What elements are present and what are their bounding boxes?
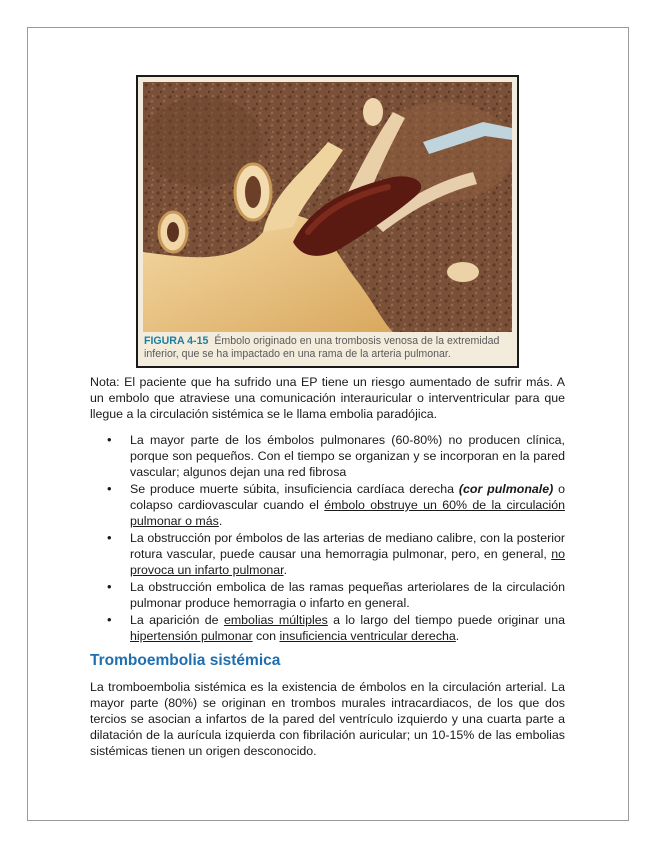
bullet-5-pre: La aparición de <box>130 613 224 627</box>
bullet-item-2 <box>130 481 565 529</box>
bullet-item-4: • La obstrucción embolica de las ramas pequeñas arteriolares de la circulación pulmonar produce hemorragia o infarto en general. <box>130 579 565 611</box>
bullet-item-3 <box>130 530 565 578</box>
bullet-2-underlined: émbolo obstruye un 60% de la circulación pulmonar o más <box>130 498 565 528</box>
figure <box>136 75 519 368</box>
figure-caption <box>144 335 512 361</box>
bullet-3-pre: La obstrucción por émbolos de las arterias de mediano calibre, con la posterior rotura vascular, puede causar una hemorragia pulmonar, pero, en general, <box>130 531 565 561</box>
cor-pulmonale-term: (cor pulmonale) <box>458 482 554 496</box>
bullet-5-mid1: a lo largo del tiempo puede originar una <box>327 613 565 627</box>
bullet-2-post: . <box>218 514 223 528</box>
note-paragraph: Nota: El paciente que ha sufrido una EP tiene un riesgo aumentado de sufrir más. A un embolo que atraviese una comunicación interauricular o interventricular para que llegue a la circulación sistémica se le llama embolia paradójica. <box>90 375 565 421</box>
bullet-list <box>90 432 565 644</box>
bullet-5-post: . <box>455 629 460 643</box>
document-body <box>90 374 565 759</box>
section-heading: Tromboembolia sistémica <box>90 652 281 669</box>
section-paragraph: La tromboembolia sistémica es la existencia de émbolos en la circulación arterial. La mayor parte (80%) se originan en trombos murales intracardiacos, de los que dos tercios se asocian a infartos de la pared del ventrículo izquierdo y una cuarta parte a dilatación de la aurícula izquierda con fibrilación auricular; un 10-15% de las embolias sistémicas tienen un origen desconocido. <box>90 680 565 758</box>
bullet-2-mid: o colapso cardiovascular cuando el <box>130 482 566 512</box>
bullet-item-1: • La mayor parte de los émbolos pulmonares (60-80%) no producen clínica, porque son pequeños. Con el tiempo se organizan y se incorporan en la pared vascular; algunos dejan una red fibrosa <box>130 432 565 480</box>
figure-caption-text: Émbolo originado en una trombosis venosa de la extremidad inferior, que se ha impactado en una rama de la arteria pulmonar. <box>144 335 500 360</box>
figure-label: FIGURA 4-15 <box>144 335 209 347</box>
embolias-multiples-term: embolias múltiples <box>223 613 328 627</box>
insuficiencia-ventricular-term: insuficiencia ventricular derecha <box>279 629 456 643</box>
bullet-item-5 <box>130 612 565 644</box>
bullet-3-post: . <box>283 563 288 577</box>
embolus-photo <box>143 82 512 332</box>
bullet-3-underlined: no provoca un infarto pulmonar <box>130 547 565 577</box>
bullet-2-pre: Se produce muerte súbita, insuficiencia cardíaca derecha <box>130 482 459 496</box>
bullet-5-mid2: con <box>252 629 280 643</box>
hipertension-pulmonar-term: hipertensión pulmonar <box>130 629 253 643</box>
